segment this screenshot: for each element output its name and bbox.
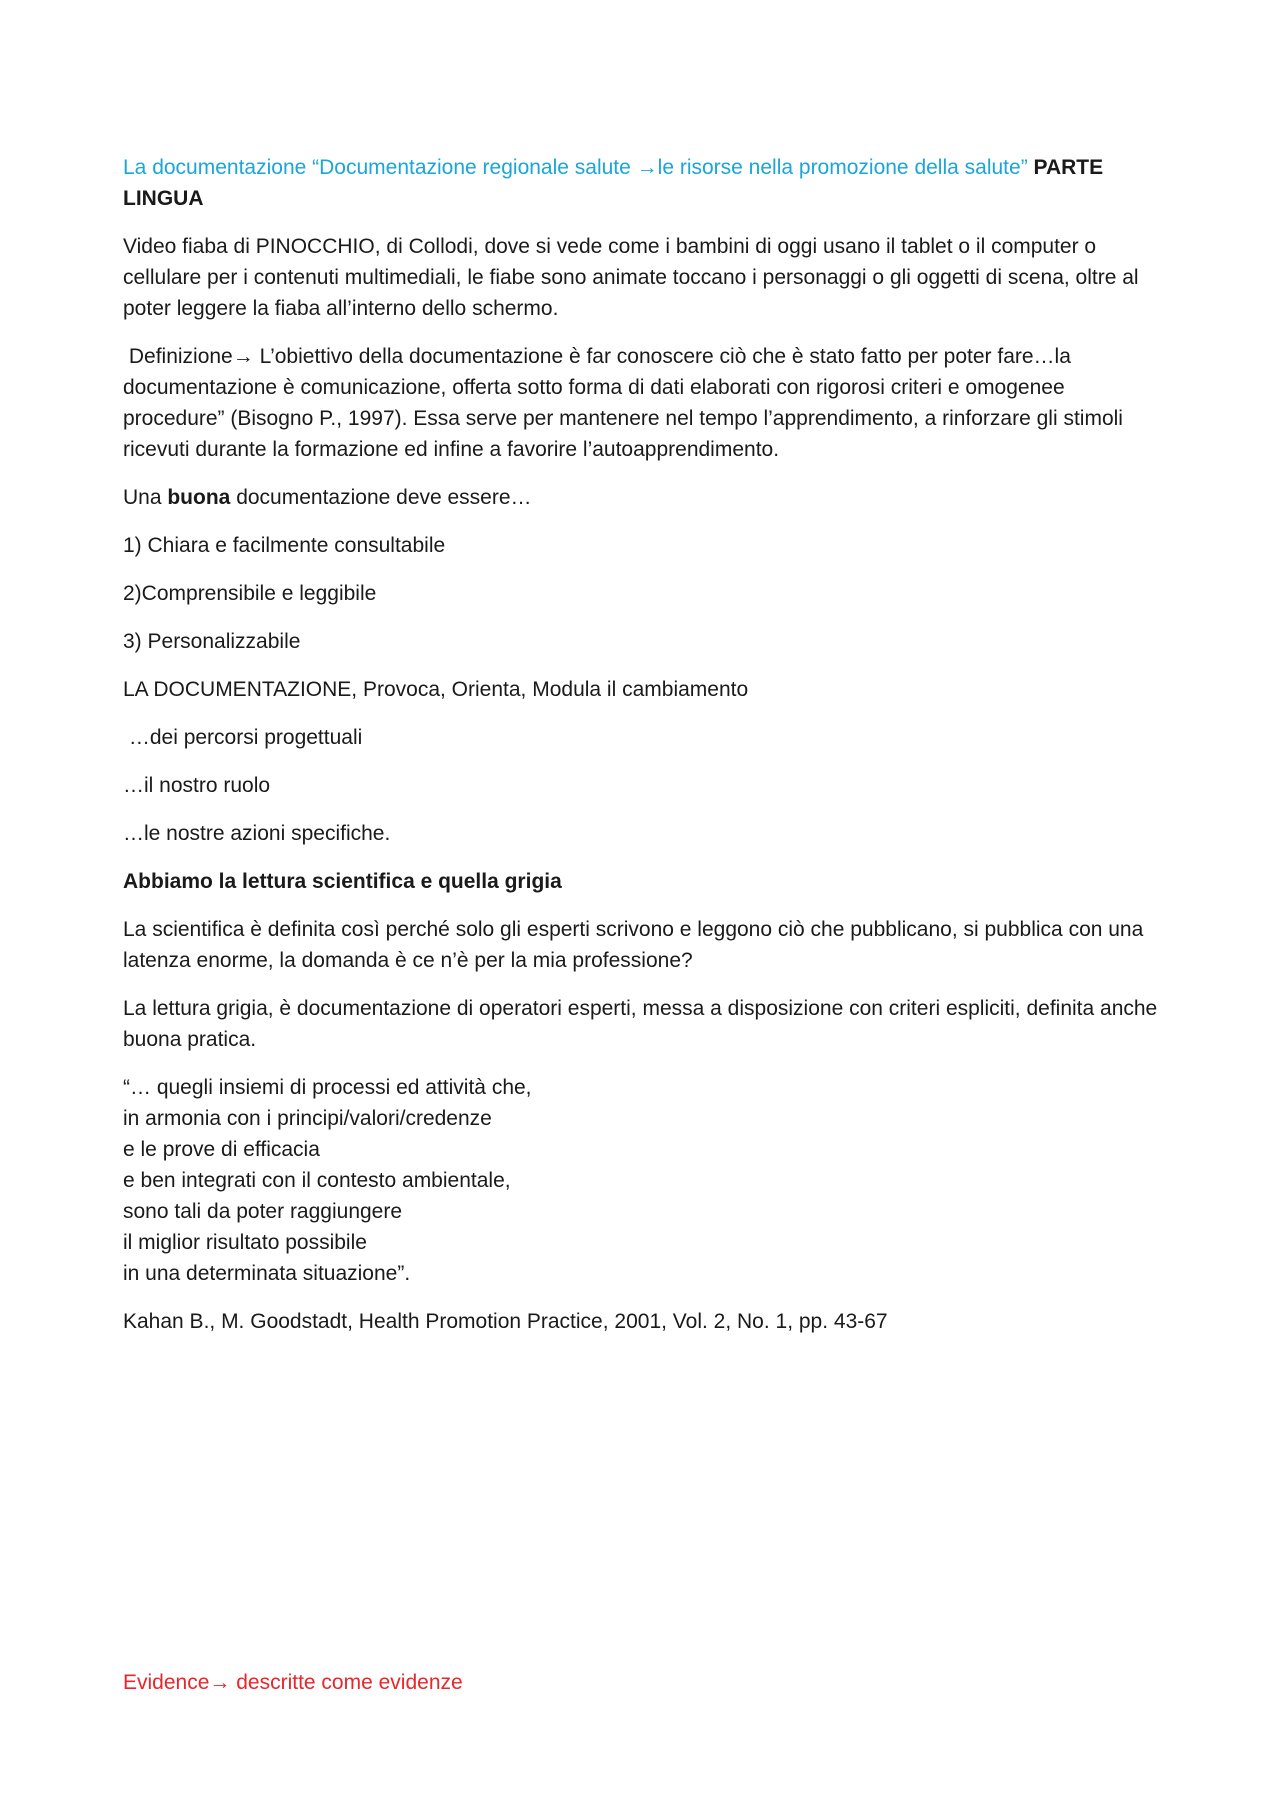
list-item-3: 3) Personalizzabile xyxy=(123,630,301,653)
quote-line: “… quegli insiemi di processi ed attività che, xyxy=(123,1076,532,1099)
paragraph-grigia: La lettura grigia, è documentazione di operatori esperti, messa a disposizione con criteri espliciti, definita anche buona pratica. xyxy=(123,997,1158,1051)
buona-pre: Una xyxy=(123,486,168,509)
document-heading xyxy=(123,152,1168,214)
quote-line: e ben integrati con il contesto ambientale, xyxy=(123,1169,511,1192)
heading-title: La documentazione “Documentazione regionale salute →le risorse nella promozione della salute” xyxy=(123,156,1028,179)
paragraph-percorsi: …dei percorsi progettuali xyxy=(123,726,363,749)
evidence-note: Evidence→ descritte come evidenze xyxy=(123,1671,463,1694)
paragraph-buona xyxy=(123,482,1168,513)
document-body xyxy=(123,152,1168,1354)
paragraph-azioni: …le nostre azioni specifiche. xyxy=(123,822,391,845)
quote-line: e le prove di efficacia xyxy=(123,1138,320,1161)
buona-post: documentazione deve essere… xyxy=(230,486,532,509)
quote-line: il miglior risultato possibile xyxy=(123,1231,367,1254)
quote-line: in armonia con i principi/valori/credenze xyxy=(123,1107,492,1130)
lettura-heading: Abbiamo la lettura scientifica e quella grigia xyxy=(123,870,562,893)
heading-label: PARTE LINGUA xyxy=(123,156,1104,210)
list-item-1: 1) Chiara e facilmente consultabile xyxy=(123,534,446,557)
paragraph-video-fiaba: Video fiaba di PINOCCHIO, di Collodi, dove si vede come i bambini di oggi usano il tablet o il computer o cellulare per i contenuti multimediali, le fiabe sono animate toccano i personaggi o gli oggetti di scena, oltre al poter leggere la fiaba all’interno dello schermo. xyxy=(123,235,1139,320)
quote-block xyxy=(123,1072,1168,1289)
paragraph-la-documentazione: LA DOCUMENTAZIONE, Provoca, Orienta, Modula il cambiamento xyxy=(123,678,749,701)
paragraph-ruolo: …il nostro ruolo xyxy=(123,774,271,797)
quote-line: in una determinata situazione”. xyxy=(123,1262,411,1285)
citation: Kahan B., M. Goodstadt, Health Promotion Practice, 2001, Vol. 2, No. 1, pp. 43-67 xyxy=(123,1310,888,1333)
paragraph-definizione: Definizione→ L’obiettivo della documentazione è far conoscere ciò che è stato fatto per poter fare…la documentazione è comunicazione, offerta sotto forma di dati elaborati con rigorosi criteri e omogenee procedure” (Bisogno P., 1997). Essa serve per mantenere nel tempo l’apprendimento, a rinforzare gli stimoli ricevuti durante la formazione ed infine a favorire l’autoapprendimento. xyxy=(123,345,1129,461)
list-item-2: 2)Comprensibile e leggibile xyxy=(123,582,377,605)
buona-bold: buona xyxy=(167,486,231,509)
quote-line: sono tali da poter raggiungere xyxy=(123,1200,403,1223)
paragraph-scientifica: La scientifica è definita così perché solo gli esperti scrivono e leggono ciò che pubblicano, si pubblica con una latenza enorme, la domanda è ce n’è per la mia professione? xyxy=(123,918,1144,972)
